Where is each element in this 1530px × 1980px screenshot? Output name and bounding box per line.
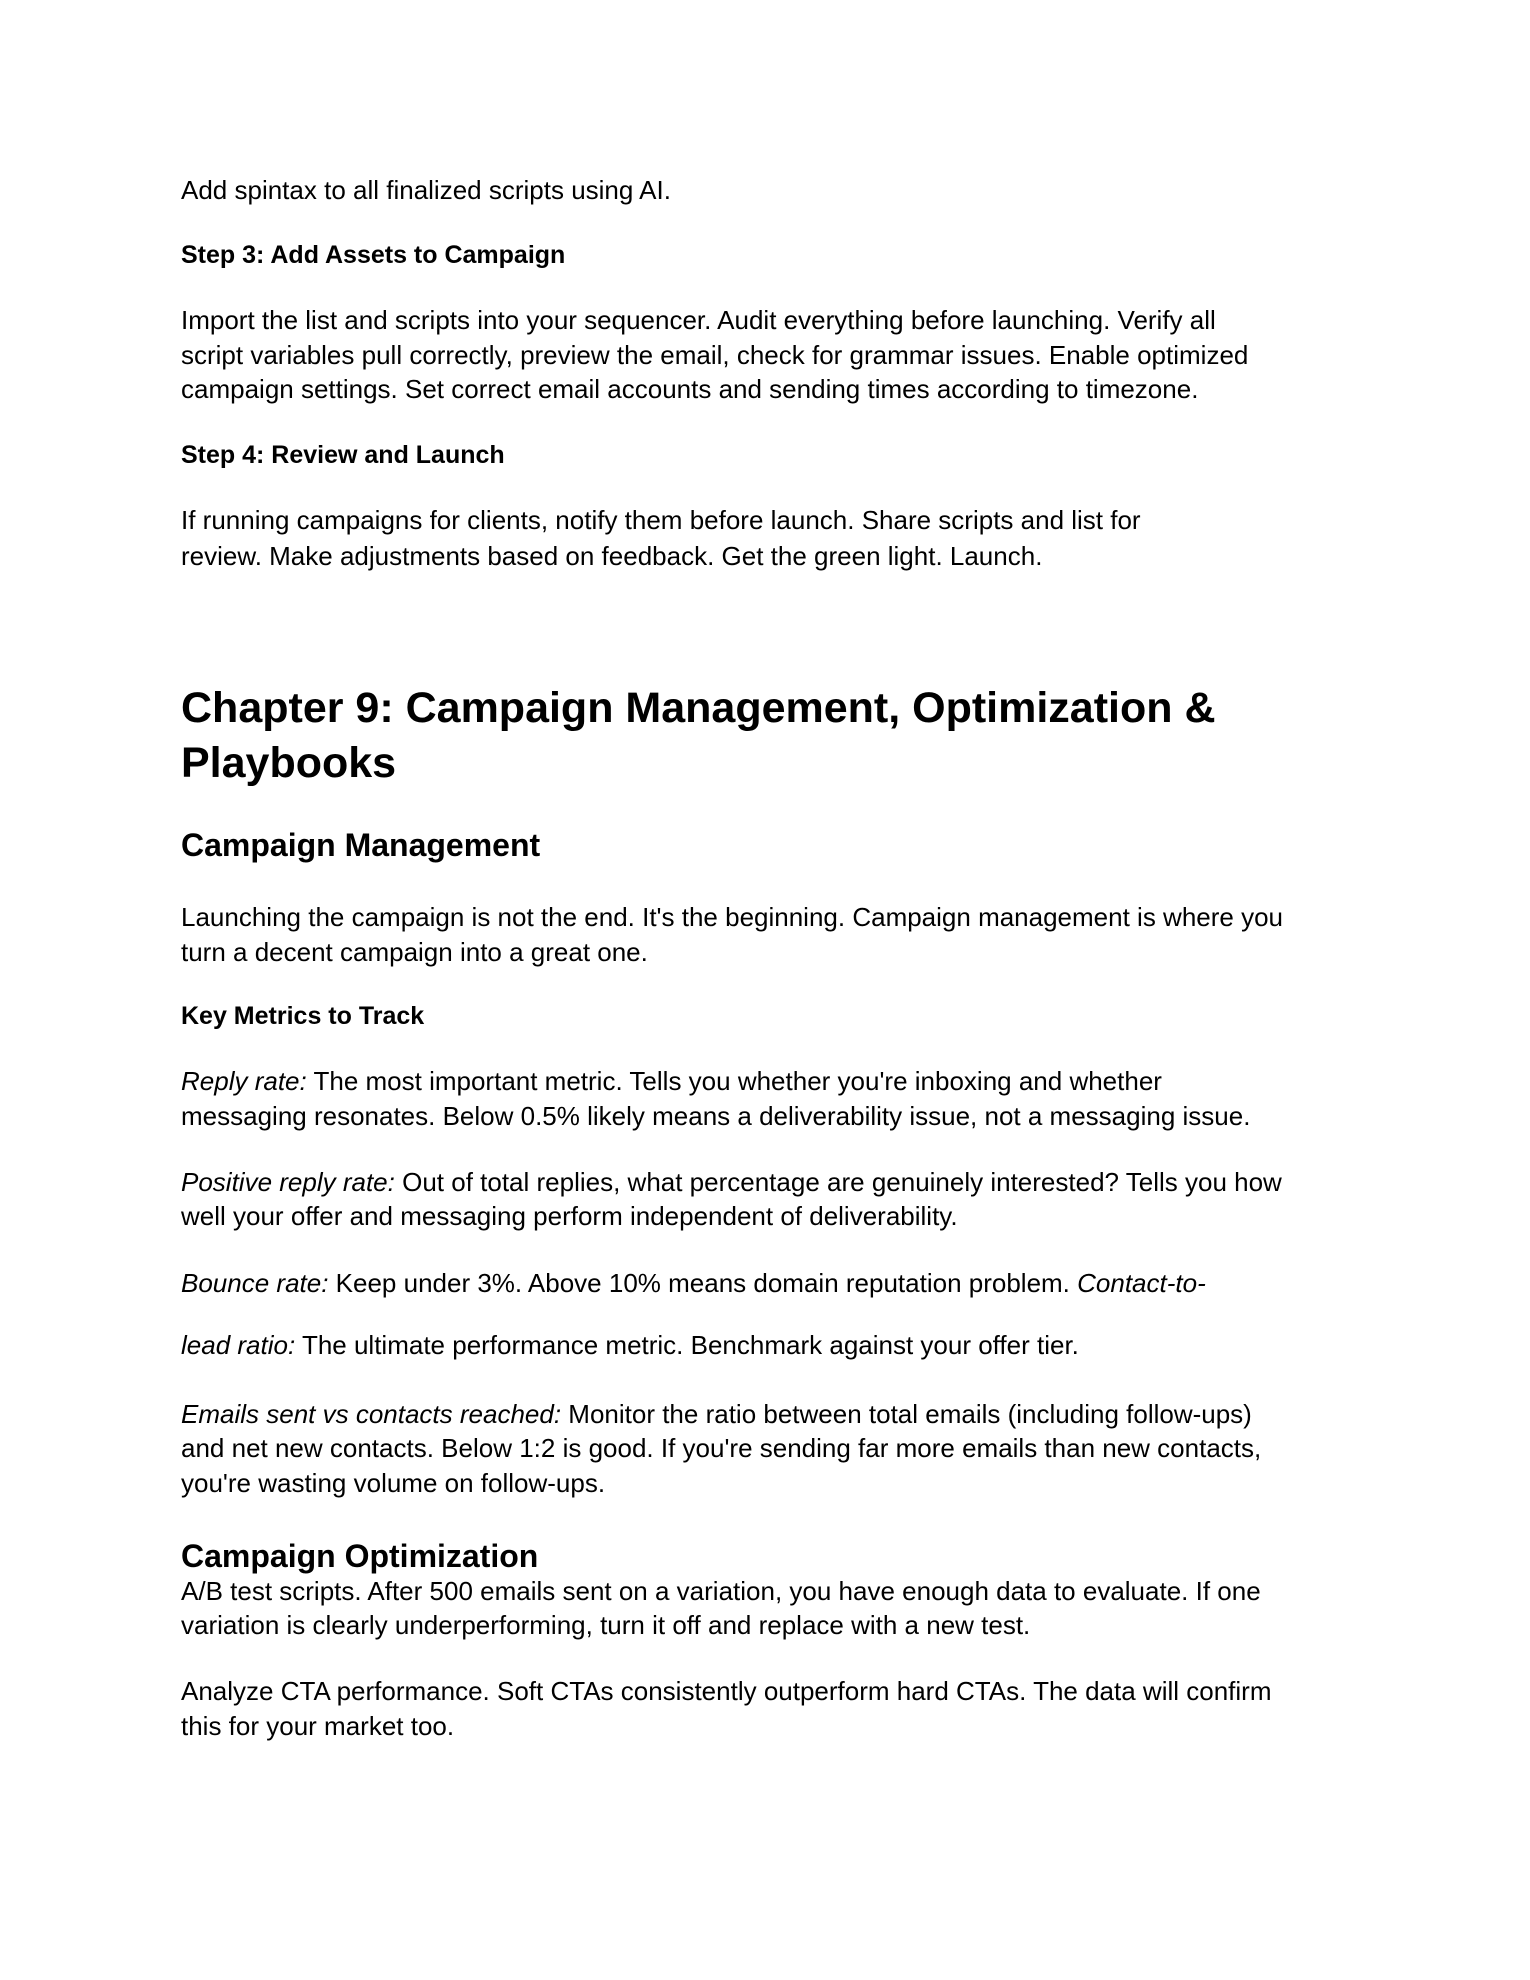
intro-text: Add spintax to all finalized scripts using AI. bbox=[181, 175, 671, 205]
step3-line: Import the list and scripts into your sequencer. Audit everything before launching. Verify all bbox=[181, 305, 1216, 335]
metric-term: Contact-to- bbox=[1077, 1268, 1206, 1298]
metric-description: The most important metric. Tells you whether you're inboxing and whether bbox=[306, 1066, 1162, 1096]
metric-term: Reply rate: bbox=[181, 1066, 307, 1096]
step3-line: campaign settings. Set correct email accounts and sending times according to timezone. bbox=[181, 374, 1199, 404]
metric-positive-reply-rate-line: well your offer and messaging perform independent of deliverability. bbox=[181, 1201, 958, 1231]
metric-description: Monitor the ratio between total emails (including follow-ups) bbox=[561, 1399, 1252, 1429]
metric-emails-sent-line bbox=[181, 1397, 1252, 1432]
metric-description: The ultimate performance metric. Benchmark against your offer tier. bbox=[295, 1330, 1079, 1360]
campaign-management-line: turn a decent campaign into a great one. bbox=[181, 937, 648, 967]
step3-heading: Step 3: Add Assets to Campaign bbox=[181, 241, 566, 269]
metric-term: Positive reply rate: bbox=[181, 1167, 395, 1197]
chapter-title-line: Chapter 9: Campaign Management, Optimization & bbox=[181, 684, 1216, 732]
key-metrics-heading: Key Metrics to Track bbox=[181, 1002, 425, 1030]
metric-description: Keep under 3%. Above 10% means domain reputation problem. bbox=[328, 1268, 1078, 1298]
metric-term: Bounce rate: bbox=[181, 1268, 329, 1298]
step4-line: review. Make adjustments based on feedback. Get the green light. Launch. bbox=[181, 541, 1043, 571]
cta-performance-line: Analyze CTA performance. Soft CTAs consistently outperform hard CTAs. The data will confirm bbox=[181, 1676, 1272, 1706]
step4-line: If running campaigns for clients, notify them before launch. Share scripts and list for bbox=[181, 505, 1141, 535]
campaign-optimization-heading: Campaign Optimization bbox=[181, 1538, 539, 1574]
metric-reply-rate-line: messaging resonates. Below 0.5% likely means a deliverability issue, not a messaging issue. bbox=[181, 1101, 1251, 1131]
metric-positive-reply-rate-line bbox=[181, 1165, 1282, 1200]
metric-emails-sent-line: you're wasting volume on follow-ups. bbox=[181, 1468, 606, 1498]
metric-term: lead ratio: bbox=[181, 1330, 296, 1360]
metric-reply-rate-line bbox=[181, 1064, 1162, 1099]
step4-heading: Step 4: Review and Launch bbox=[181, 441, 505, 469]
campaign-management-heading: Campaign Management bbox=[181, 827, 541, 863]
metric-description: Out of total replies, what percentage are genuinely interested? Tells you how bbox=[394, 1167, 1282, 1197]
campaign-optimization-line: variation is clearly underperforming, turn it off and replace with a new test. bbox=[181, 1610, 1031, 1640]
campaign-management-line: Launching the campaign is not the end. It's the beginning. Campaign management is where you bbox=[181, 902, 1284, 932]
chapter-title-line: Playbooks bbox=[181, 739, 397, 787]
metric-term: Emails sent vs contacts reached: bbox=[181, 1399, 562, 1429]
campaign-optimization-line: A/B test scripts. After 500 emails sent on a variation, you have enough data to evaluate. If one bbox=[181, 1576, 1261, 1606]
metric-contact-to-lead-line bbox=[181, 1328, 1079, 1363]
metric-bounce-rate-line bbox=[181, 1266, 1206, 1301]
metric-emails-sent-line: and net new contacts. Below 1:2 is good. If you're sending far more emails than new contacts, bbox=[181, 1433, 1262, 1463]
step3-line: script variables pull correctly, preview the email, check for grammar issues. Enable optimized bbox=[181, 340, 1249, 370]
cta-performance-line: this for your market too. bbox=[181, 1711, 455, 1741]
